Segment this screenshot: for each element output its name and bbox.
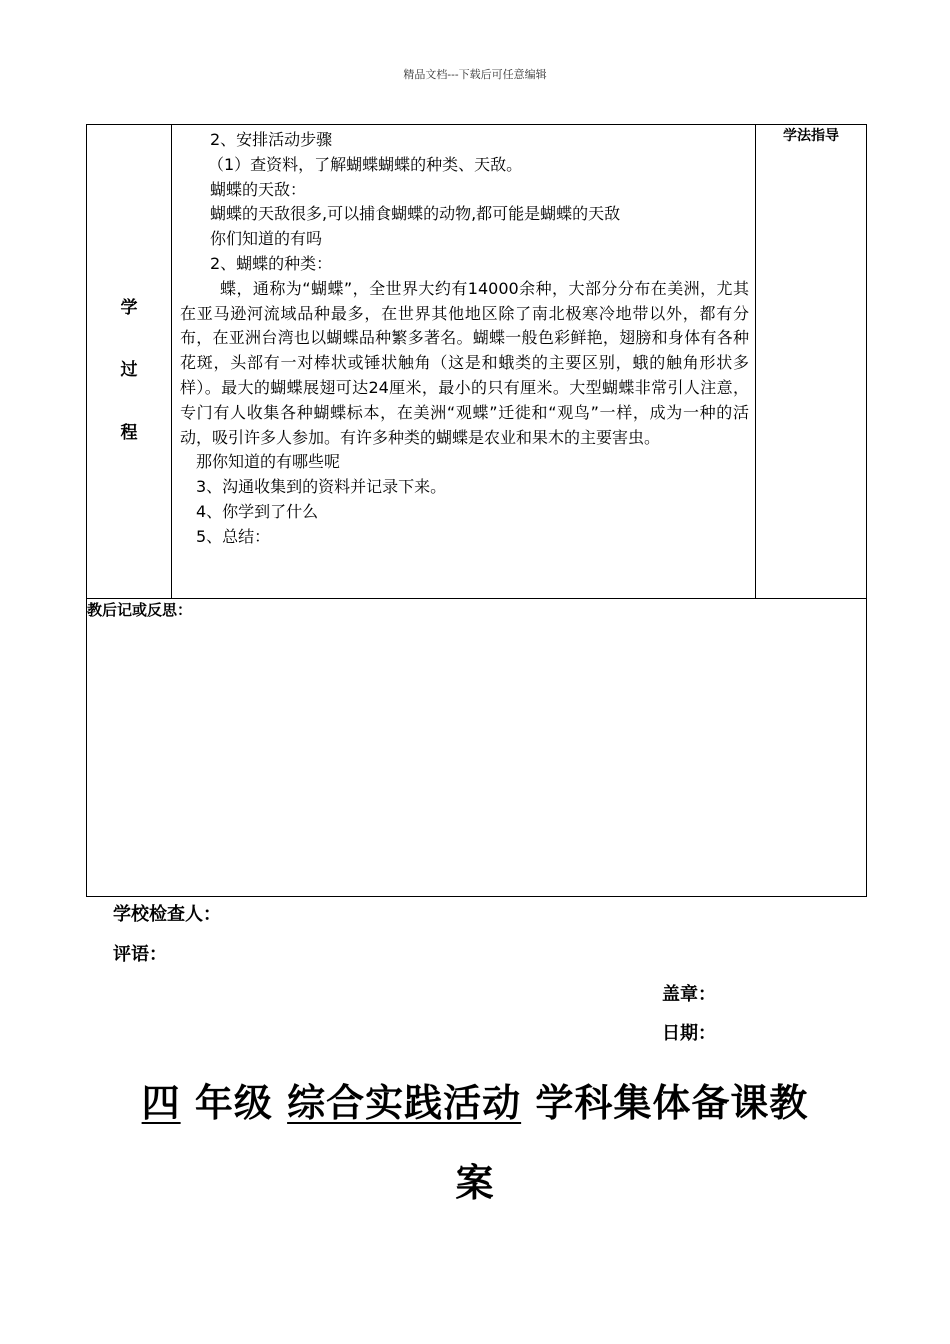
lesson-plan-table: [86, 124, 867, 897]
comment-label: 评语：: [113, 944, 167, 965]
reflection-row: [87, 599, 867, 897]
species-heading: 2、蝴蝶的种类：: [210, 253, 333, 273]
enemies-heading: 蝴蝶的天敌：: [210, 179, 307, 199]
reflection-cell: 教后记或反思：: [87, 599, 867, 897]
enemies-text: 蝴蝶的天敌很多,可以捕食蝴蝶的动物,都可能是蝴蝶的天敌: [210, 204, 621, 224]
side-label-cheng: 程: [120, 423, 138, 443]
step-heading: 2、安排活动步骤: [210, 130, 333, 149]
guide-cell: 学法指导: [756, 125, 867, 599]
step-learned: 4、你学到了什么: [196, 501, 319, 521]
title-rest: 学科集体备课教: [535, 1081, 809, 1125]
date-label: 日期：: [662, 1023, 716, 1044]
document-title-line2: 案: [455, 1161, 495, 1205]
title-grade-suffix: 年级: [194, 1081, 273, 1125]
document-title: [0, 1072, 950, 1127]
process-label-cell: [87, 125, 172, 599]
species-paragraph: 蝶，通称为“蝴蝶”，全世界大约有14000余种，大部分分布在美洲，尤其在亚马逊河流域品种最多，在世界其他地区除了南北极寒冷地带以外，都有分布，在亚洲台湾也以蝴蝶品种繁多著名。蝴蝶一般色彩鲜艳，翅膀和身体有各种花斑，头部有一对棒状或锤状触角（这是和蛾类的主要区别，蛾的触角形状多样）。最大的蝴蝶展翅可达24厘米，最小的只有厘米。大型蝴蝶非常引人注意，专门有人收集各种蝴蝶标本，在美洲“观蝶”迁徙和“观鸟”一样，成为一种的活动，吸引许多人参加。有许多种类的蝴蝶是农业和果木的主要害虫。: [180, 278, 749, 447]
process-content: [172, 125, 755, 550]
side-label-xue: 学: [120, 298, 138, 318]
process-content-cell: [172, 125, 756, 599]
title-subject: 综合实践活动: [287, 1081, 522, 1125]
header-note: 精品文档---下载后可任意编辑: [403, 68, 547, 81]
step-share: 3、沟通收集到的资料并记录下来。: [196, 477, 447, 497]
title-grade: 四: [141, 1081, 181, 1125]
species-question: 那你知道的有哪些呢: [196, 452, 341, 472]
inspector-label: 学校检查人：: [113, 904, 221, 925]
process-row: [87, 125, 867, 599]
step-research: （1）查资料，了解蝴蝶蝴蝶的种类、天敌。: [208, 154, 523, 174]
side-label-guo: 过: [120, 360, 138, 380]
enemies-question: 你们知道的有吗: [210, 229, 323, 249]
step-summary: 5、总结：: [196, 526, 271, 546]
seal-label: 盖章：: [662, 984, 716, 1005]
